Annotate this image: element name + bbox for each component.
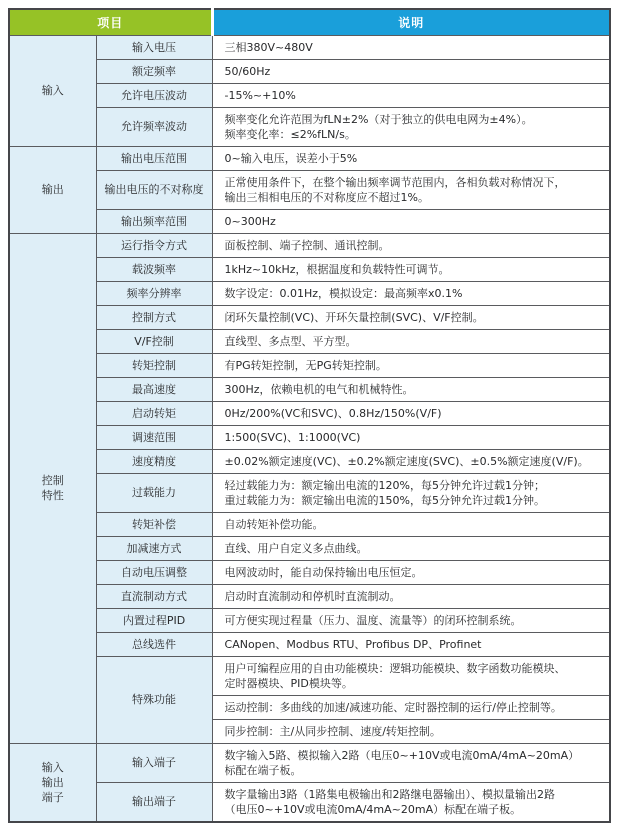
group-label-line: 输入 [41,760,64,774]
table-row [9,560,610,584]
row-description [212,353,610,377]
row-item-label: 输出端子 [96,782,212,822]
row-description [212,584,610,608]
group-label-line: 输出 [41,775,64,789]
row-description [212,656,610,695]
row-item-label: 额定频率 [96,59,212,83]
row-item-label: 直流制动方式 [96,584,212,608]
row-item-label: 转矩补偿 [96,512,212,536]
table-row [9,281,610,305]
group-label-line: 特性 [41,489,64,502]
description-line: 50/60Hz [224,64,271,78]
group-label-line: 输入 [41,84,64,97]
table-header-row [9,9,610,35]
description-line: 0~输入电压，误差小于5% [224,151,358,165]
description-line: 频率变化率：≤2%fLN/s。 [224,127,356,141]
row-item-label: 输出频率范围 [96,209,212,233]
row-description [212,632,610,656]
description-line: 电网波动时，能自动保持输出电压恒定。 [224,565,423,579]
table-row [9,59,610,83]
row-item-label: 特殊功能 [96,656,212,743]
description-line: 轻过载能力为：额定输出电流的120%，每5分钟允许过载1分钟； [224,478,545,492]
description-line: ±0.02%额定速度(VC)、±0.2%额定速度(SVC)、±0.5%额定速度(V/F)。 [224,454,589,468]
table-row [9,632,610,656]
description-line: 定时器模块、PID模块等。 [224,676,353,690]
description-line: 启动时直流制动和停机时直流制动。 [224,589,401,603]
description-line: -15%~+10% [224,88,296,102]
description-line: CANopen、Modbus RTU、Profibus DP、Profinet [224,637,482,651]
row-description [212,512,610,536]
description-line: （电压0~+10V或电流0mA/4mA~20mA）标配在端子板。 [224,802,522,816]
row-item-label: 频率分辨率 [96,281,212,305]
row-item-label: V/F控制 [96,329,212,353]
row-item-label: 控制方式 [96,305,212,329]
row-item-label: 输入电压 [96,35,212,59]
description-line: 标配在端子板。 [224,763,302,777]
description-line: 可方便实现过程量（压力、温度、流量等）的闭环控制系统。 [224,613,522,627]
table-row [9,233,610,257]
row-description [212,425,610,449]
row-item-label: 启动转矩 [96,401,212,425]
row-item-label: 调速范围 [96,425,212,449]
spec-table [8,8,611,823]
description-line: 正常使用条件下，在整个输出频率调节范围内，各相负载对称情况下， [224,175,566,189]
table-row [9,536,610,560]
spec-table-body [9,35,610,822]
row-description [212,146,610,170]
group-label-line: 控制 [41,474,64,487]
row-description [212,401,610,425]
description-line: 数字量输出3路（1路集电极输出和2路继电器输出）、模拟量输出2路 [224,787,556,801]
row-description [212,536,610,560]
table-row [9,782,610,822]
description-line: 有PG转矩控制，无PG转矩控制。 [224,358,387,372]
row-description [212,719,610,743]
row-item-label: 速度精度 [96,449,212,473]
table-row [9,743,610,782]
description-line: 重过载能力为：额定输出电流的150%，每5分钟允许过载1分钟。 [224,493,545,507]
description-line: 面板控制、端子控制、通讯控制。 [224,238,390,252]
row-description [212,782,610,822]
row-description [212,83,610,107]
description-line: 0~300Hz [224,214,276,228]
row-item-label: 自动电压调整 [96,560,212,584]
row-description [212,560,610,584]
table-row [9,209,610,233]
header-projects-cell: 项目 [9,9,212,35]
row-description [212,59,610,83]
description-line: 数字设定：0.01Hz，模拟设定：最高频率x0.1% [224,286,463,300]
row-description [212,377,610,401]
row-item-label: 最高速度 [96,377,212,401]
row-item-label: 载波频率 [96,257,212,281]
row-group-label [9,146,96,233]
description-line: 输出三相相电压的不对称度应不超过1%。 [224,190,429,204]
table-row [9,83,610,107]
description-line: 运动控制：多曲线的加速/减速功能、定时器控制的运行/停止控制等。 [224,700,562,714]
row-item-label: 过载能力 [96,473,212,512]
row-group-label [9,35,96,146]
row-description [212,305,610,329]
row-description [212,281,610,305]
description-line: 同步控制：主/从同步控制、速度/转矩控制。 [224,724,441,738]
row-item-label: 总线选件 [96,632,212,656]
row-description [212,743,610,782]
table-row [9,584,610,608]
table-row [9,401,610,425]
row-item-label: 输入端子 [96,743,212,782]
row-description [212,257,610,281]
group-label-line: 端子 [41,790,64,804]
description-line: 闭环矢量控制(VC)、开环矢量控制(SVC)、V/F控制。 [224,310,484,324]
row-description [212,329,610,353]
row-item-label: 允许电压波动 [96,83,212,107]
table-row [9,377,610,401]
row-description [212,170,610,209]
description-line: 数字输入5路、模拟输入2路（电压0~+10V或电流0mA/4mA~20mA） [224,748,580,762]
row-description [212,107,610,146]
row-description [212,35,610,59]
header-description-cell: 说明 [212,9,610,35]
row-description [212,209,610,233]
table-row [9,107,610,146]
row-item-label: 输出电压范围 [96,146,212,170]
description-line: 三相380V~480V [224,40,313,54]
description-line: 自动转矩补偿功能。 [224,517,324,531]
row-description [212,695,610,719]
table-row [9,353,610,377]
description-line: 300Hz，依赖电机的电气和机械特性。 [224,382,414,396]
table-row [9,146,610,170]
table-row [9,656,610,695]
table-row [9,170,610,209]
description-line: 频率变化允许范围为fLN±2%（对于独立的供电电网为±4%）。 [224,112,533,126]
table-row [9,305,610,329]
table-row [9,608,610,632]
table-row [9,512,610,536]
row-item-label: 内置过程PID [96,608,212,632]
row-item-label: 输出电压的不对称度 [96,170,212,209]
table-row [9,425,610,449]
description-line: 直线、用户自定义多点曲线。 [224,541,368,555]
row-item-label: 运行指令方式 [96,233,212,257]
description-line: 用户可编程应用的自由功能模块：逻辑功能模块、数字函数功能模块、 [224,661,566,675]
table-row [9,473,610,512]
description-line: 1kHz~10kHz，根据温度和负载特性可调节。 [224,262,450,276]
row-item-label: 允许频率波动 [96,107,212,146]
row-item-label: 加减速方式 [96,536,212,560]
row-group-label [9,743,96,822]
description-line: 1:500(SVC)、1:1000(VC) [224,430,361,444]
table-row [9,449,610,473]
row-description [212,473,610,512]
table-row [9,35,610,59]
description-line: 0Hz/200%(VC和SVC)、0.8Hz/150%(V/F) [224,406,442,420]
row-description [212,449,610,473]
row-group-label [9,233,96,743]
row-description [212,608,610,632]
group-label-line: 输出 [41,183,64,196]
row-description [212,233,610,257]
table-row [9,329,610,353]
description-line: 直线型、多点型、平方型。 [224,334,357,348]
table-row [9,257,610,281]
row-item-label: 转矩控制 [96,353,212,377]
